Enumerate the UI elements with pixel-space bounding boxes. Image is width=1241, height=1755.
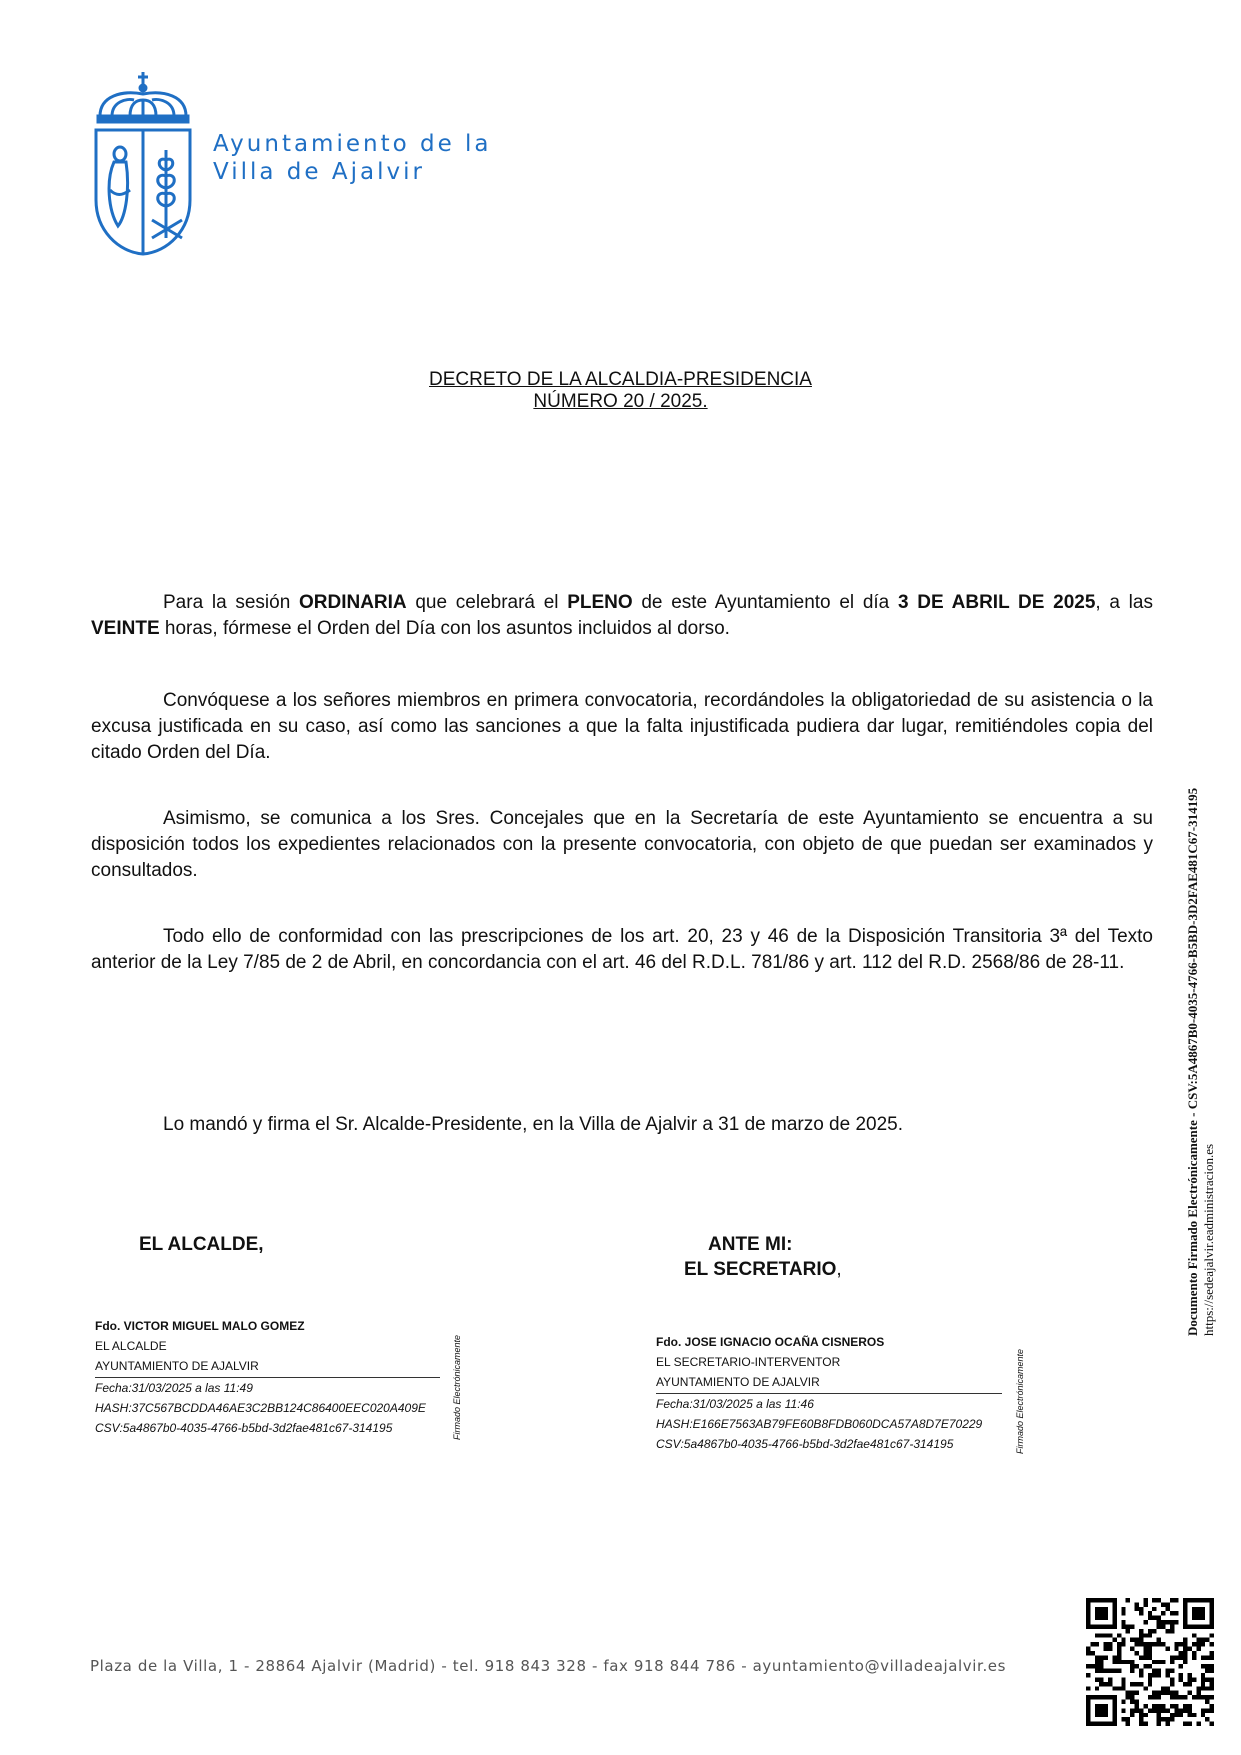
paragraph-convocation: Convóquese a los señores miembros en primera convocatoria, recordándoles la obligatoriedad de su asistencia o la excusa justificada en su caso, así como las sanciones a que la falta injustificada pudiera dar lugar, remitiéndoles copia del citado Orden del Día.: [91, 690, 1153, 763]
signer-name: Fdo. VICTOR MIGUEL MALO GOMEZ: [95, 1319, 305, 1333]
qr-code-icon: [1086, 1598, 1214, 1726]
csv-margin-note: [1185, 788, 1217, 1336]
paragraph-closing: Lo mandó y firma el Sr. Alcalde-Presidente, en la Villa de Ajalvir a 31 de marzo de 2025.: [163, 1114, 904, 1135]
signature-hash: HASH:37C567BCDDA46AE3C2BB124C86400EEC020A409E: [95, 1401, 426, 1415]
signer-role: EL SECRETARIO-INTERVENTOR: [656, 1355, 841, 1369]
electronic-signature-stamp: Firmado Electrónicamente: [452, 1334, 462, 1440]
before-me-heading: ANTE MI:: [708, 1234, 793, 1255]
signature-date: Fecha:31/03/2025 a las 11:49: [95, 1381, 253, 1395]
signature-csv: CSV:5a4867b0-4035-4766-b5bd-3d2fae481c67-314195: [95, 1421, 393, 1435]
paragraph-legal-basis: Todo ello de conformidad con las prescripciones de los art. 20, 23 y 46 de la Disposición Transitoria 3ª del Texto anterior de la Ley 7/85 de 2 de Abril, en concordancia con el art. 46 del R.D.L. 781/86 y art. 112 del R.D. 2568/86 de 28-11.: [91, 926, 1153, 973]
signer-organization: AYUNTAMIENTO DE AJALVIR: [95, 1359, 259, 1373]
signer-role: EL ALCALDE: [95, 1339, 167, 1353]
paragraph-documents: Asimismo, se comunica a los Sres. Concejales que en la Secretaría de este Ayuntamiento se encuentra a su disposición todos los expedientes relacionados con la presente convocatoria, con objeto de que puedan ser examinados y consultados.: [91, 808, 1153, 881]
signature-hash: HASH:E166E7563AB79FE60B8FDB060DCA57A8D7E70229: [656, 1417, 983, 1431]
decree-title: DECRETO DE LA ALCALDIA-PRESIDENCIA: [429, 369, 812, 390]
decree-number: NÚMERO 20 / 2025.: [533, 391, 708, 412]
mayor-signature-block: [95, 1316, 440, 1438]
organization-name: [213, 130, 492, 186]
coat-of-arms-icon: [92, 70, 194, 256]
signer-name: Fdo. JOSE IGNACIO OCAÑA CISNEROS: [656, 1335, 885, 1349]
signature-csv: CSV:5a4867b0-4035-4766-b5bd-3d2fae481c67-314195: [656, 1437, 954, 1451]
secretary-heading: EL SECRETARIO,: [684, 1259, 842, 1280]
footer-address: Plaza de la Villa, 1 - 28864 Ajalvir (Madrid) - tel. 918 843 328 - fax 918 844 786 - ayuntamiento@villadeajalvir.es: [90, 1657, 1007, 1675]
paragraph-session: Para la sesión ORDINARIA que celebrará el PLENO de este Ayuntamiento el día 3 DE ABRIL DE 2025, a las VEINTE horas, fórmese el Orden del Día con los asuntos incluidos al dorso.: [91, 592, 1153, 639]
secretary-signature-block: [656, 1332, 1002, 1454]
csv-note-text: Documento Firmado Electrónicamente - CSV:5A4867B0-4035-4766-B5BD-3D2FAE481C67-314195: [1185, 787, 1200, 1336]
verification-url[interactable]: https://sedeajalvir.eadministracion.es: [1201, 1143, 1216, 1336]
electronic-signature-stamp: Firmado Electrónicamente: [1015, 1348, 1025, 1454]
organization-name-line2: Villa de Ajalvir: [213, 159, 425, 185]
signer-organization: AYUNTAMIENTO DE AJALVIR: [656, 1375, 820, 1389]
mayor-heading: EL ALCALDE,: [139, 1234, 264, 1255]
organization-name-line1: Ayuntamiento de la: [213, 131, 492, 157]
signature-date: Fecha:31/03/2025 a las 11:46: [656, 1397, 814, 1411]
